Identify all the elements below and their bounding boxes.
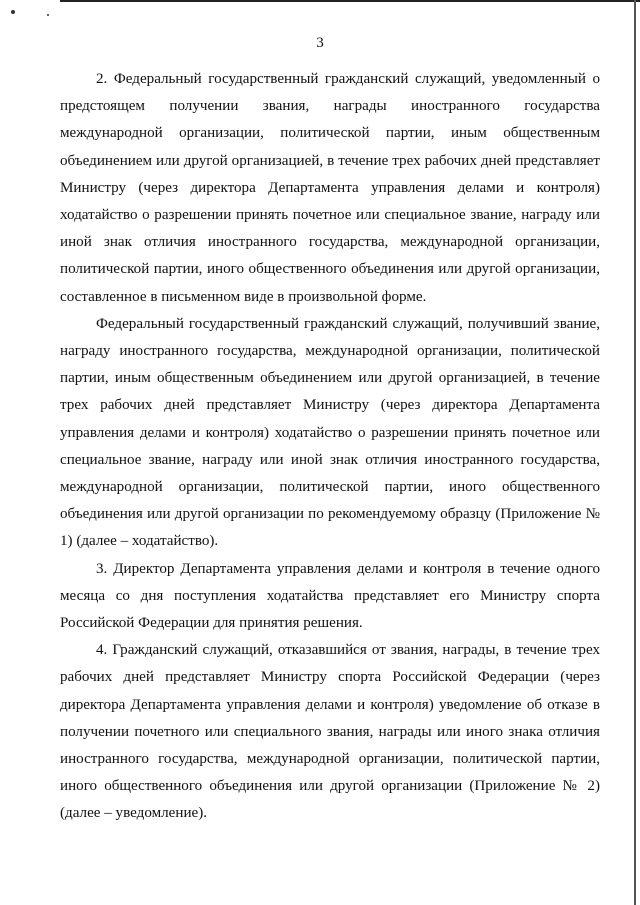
- scan-top-border: [60, 0, 640, 2]
- paragraph-item-4: 4. Гражданский служащий, отказавшийся от звания, награды, в течение трех рабочих дней представляет Министру спорта Российской Федерации (через директора Департамента управления делами и контроля) уведомление об отказе в получении почетного или специального звания, награды или иного знака отличия иностранного государства, международной организации, политической партии, иного общественного объединения или другой организации (Приложение № 2) (далее – уведомление).: [60, 642, 600, 822]
- document-body: [60, 66, 600, 828]
- scan-speck: [11, 10, 15, 14]
- paragraph-received-title: Федеральный государственный гражданский служащий, получивший звание, награду иностранного государства, международной организации, политической партии, иным общественным объединением или другой организацией, в течение трех рабочих дней представляет Министру (через директора Департамента управления делами и контроля) ходатайство о разрешении принять почетное или специальное звание, награду или иной знак отличия иностранного государства, международной организации, политической партии, иного общественного объединения или другой организации по рекомендуемому образцу (Приложение № 1) (далее – ходатайство).: [60, 315, 600, 550]
- scan-right-edge: [634, 0, 636, 905]
- paragraph-item-3: 3. Директор Департамента управления делами и контроля в течение одного месяца со дня поступления ходатайства представляет его Министру спорта Российской Федерации для принятия решения.: [60, 560, 600, 632]
- page-number: 3: [316, 35, 324, 51]
- paragraph-item-2: 2. Федеральный государственный гражданский служащий, уведомленный о предстоящем получении звания, награды иностранного государства международной организации, политической партии, иным общественным объединением или другой организацией, в течение трех рабочих дней представляет Министру (через директора Департамента управления делами и контроля) ходатайство о разрешении принять почетное или специальное звание, награду или иной знак отличия иностранного государства, международной организации, политической партии, иного общественного объединения или другой организации, составленное в письменном виде в произвольной форме.: [60, 71, 600, 305]
- scan-speck: [47, 14, 49, 16]
